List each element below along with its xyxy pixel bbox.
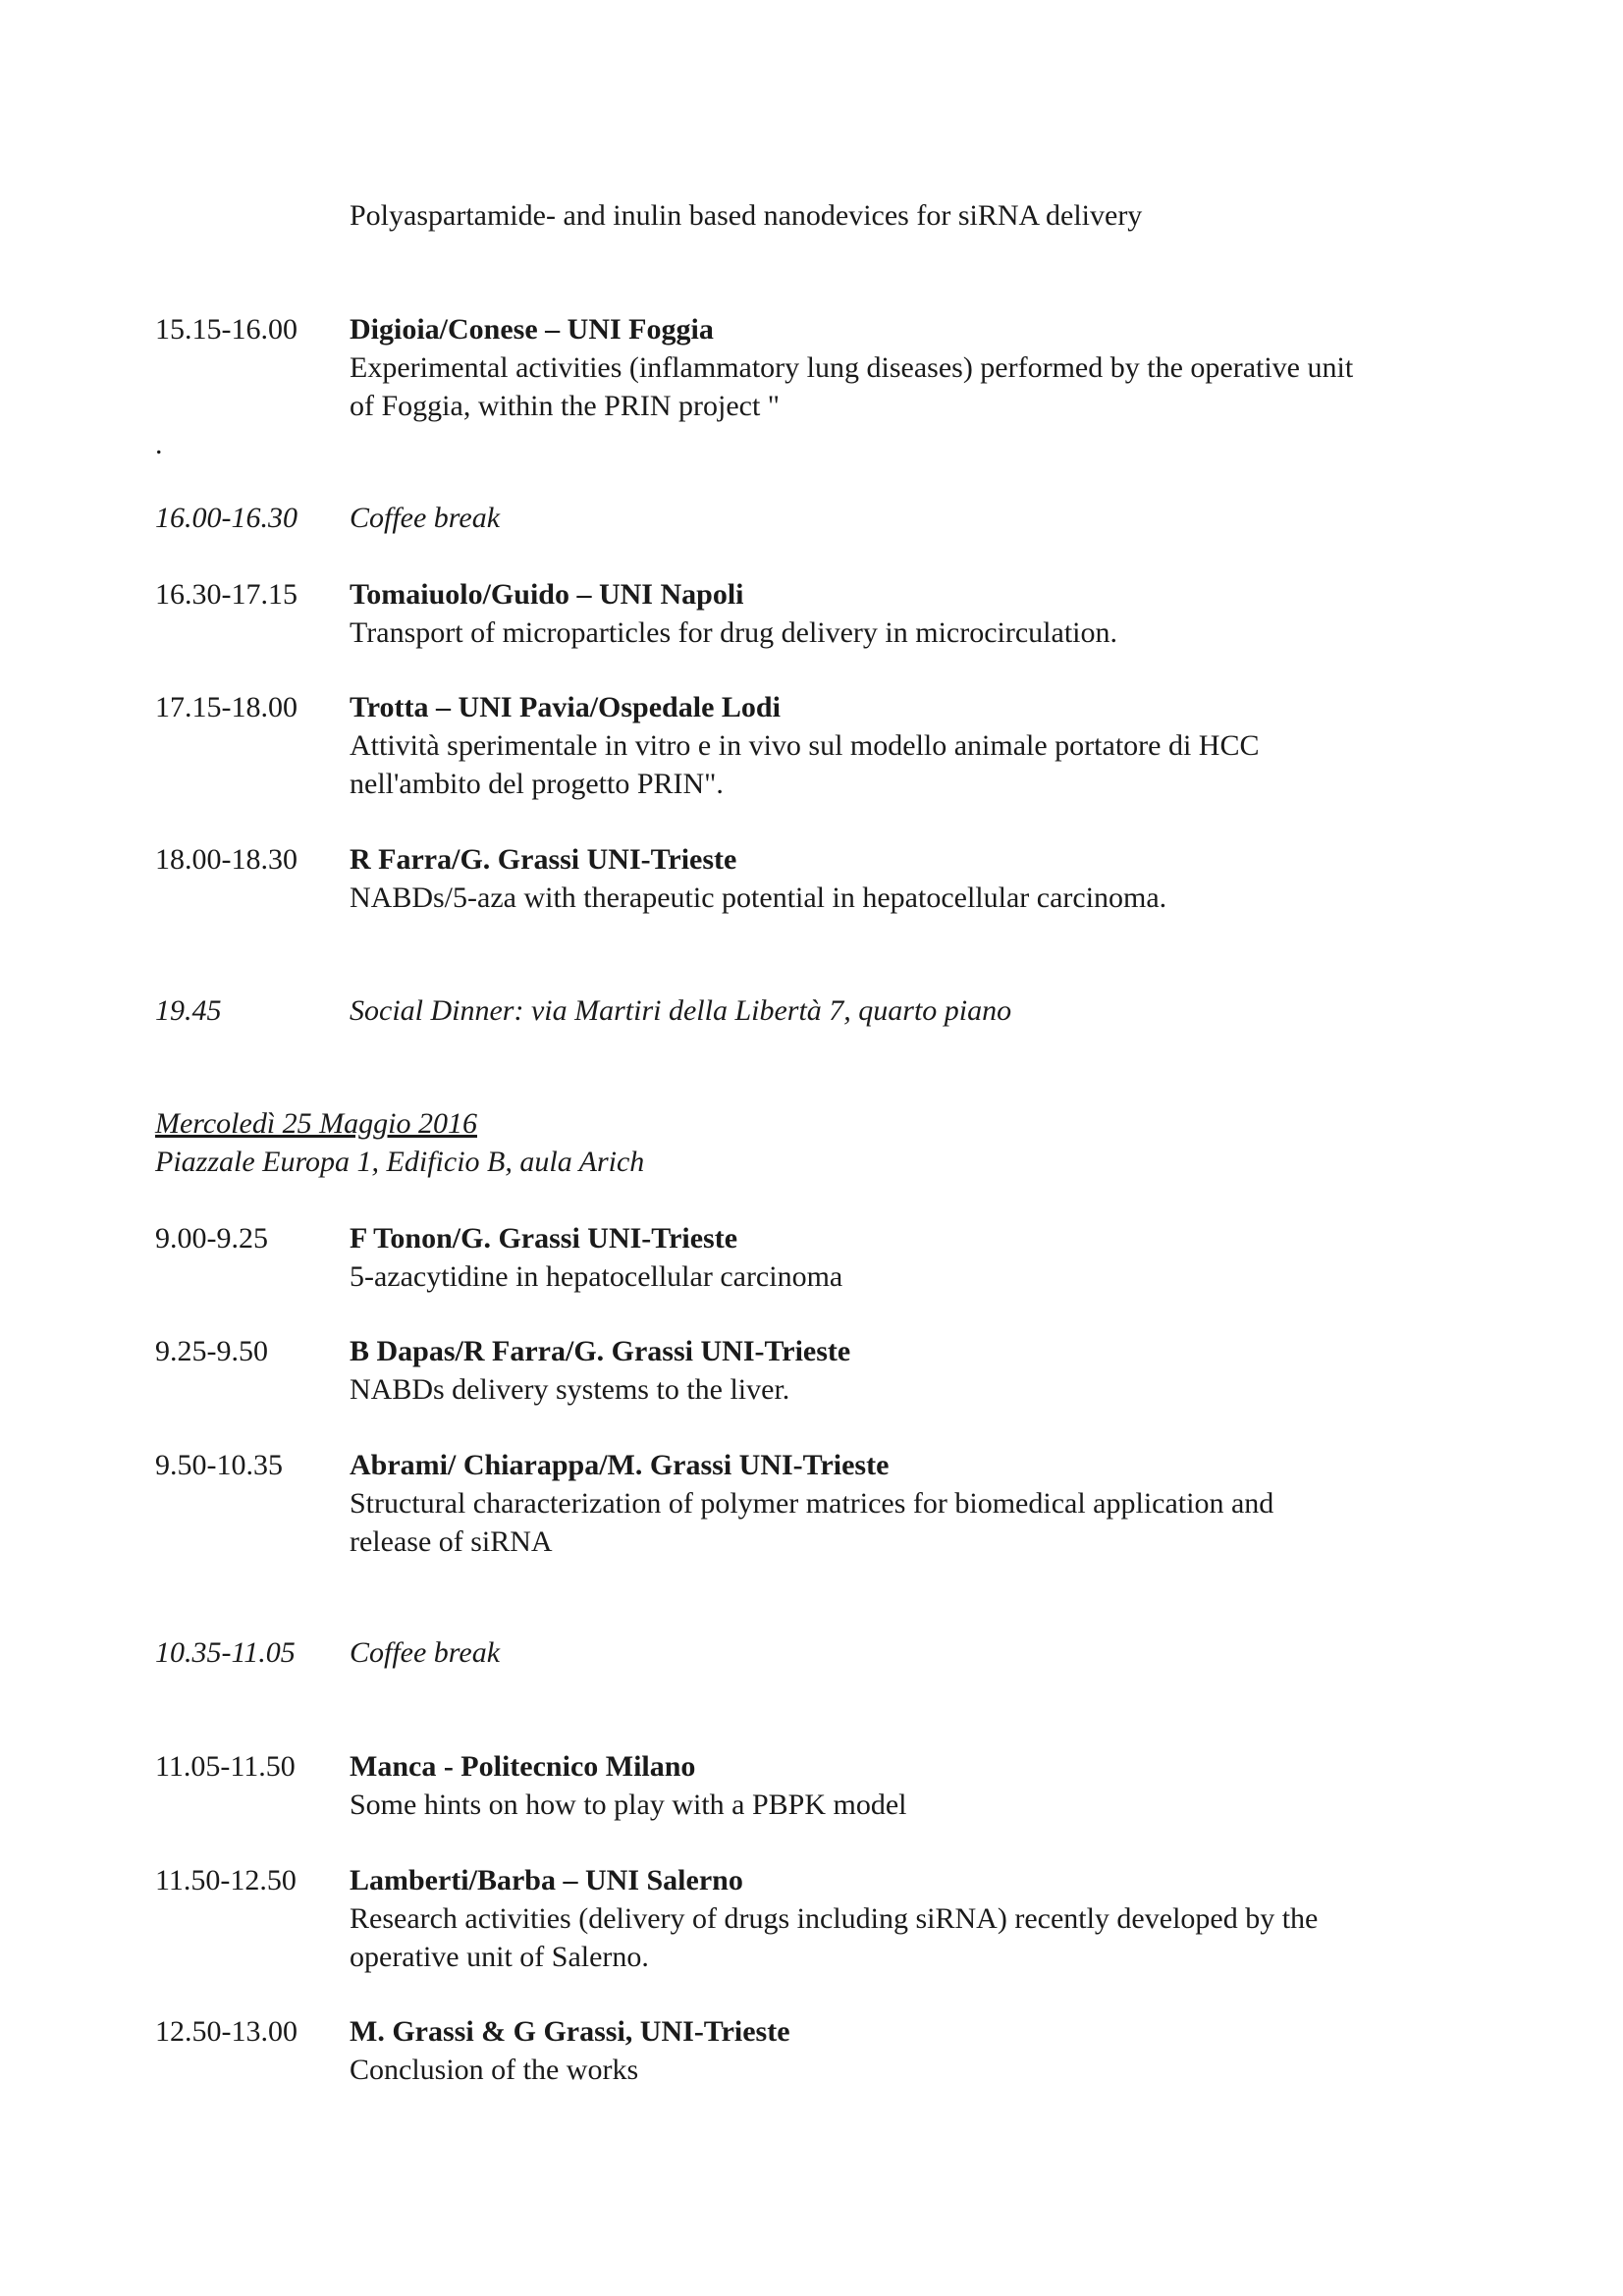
- break-time: 16.00-16.30: [155, 502, 298, 534]
- session-speaker: R Farra/G. Grassi UNI-Trieste: [350, 843, 737, 876]
- day-date: Mercoledì 25 Maggio 2016: [155, 1107, 477, 1140]
- session-time: 15.15-16.00: [155, 313, 298, 346]
- talk-title: Attività sperimentale in vitro e in vivo sul modello animale portatore di HCC: [350, 729, 1260, 762]
- break-label: Coffee break: [350, 1636, 501, 1669]
- session-speaker: Trotta – UNI Pavia/Ospedale Lodi: [350, 691, 781, 723]
- talk-title: nell'ambito del progetto PRIN".: [350, 768, 724, 800]
- talk-title: NABDs/5-aza with therapeutic potential in hepatocellular carcinoma.: [350, 881, 1167, 914]
- break-time: 10.35-11.05: [155, 1636, 296, 1669]
- talk-title: of Foggia, within the PRIN project ": [350, 390, 781, 422]
- session-speaker: Digioia/Conese – UNI Foggia: [350, 313, 714, 346]
- session-time: 9.00-9.25: [155, 1222, 268, 1255]
- session-time: 18.00-18.30: [155, 843, 298, 876]
- talk-title: Conclusion of the works: [350, 2054, 639, 2086]
- talk-title: NABDs delivery systems to the liver.: [350, 1373, 790, 1406]
- session-time: 11.50-12.50: [155, 1864, 297, 1896]
- talk-title: release of siRNA: [350, 1525, 553, 1558]
- session-speaker: B Dapas/R Farra/G. Grassi UNI-Trieste: [350, 1335, 851, 1367]
- talk-title: Research activities (delivery of drugs including siRNA) recently developed by the: [350, 1902, 1319, 1935]
- day-location: Piazzale Europa 1, Edificio B, aula Arich: [155, 1146, 645, 1178]
- talk-title: Transport of microparticles for drug delivery in microcirculation.: [350, 616, 1118, 649]
- talk-title: Polyaspartamide- and inulin based nanodevices for siRNA delivery: [350, 199, 1143, 232]
- session-time: 16.30-17.15: [155, 578, 298, 611]
- session-time: 11.05-11.50: [155, 1750, 296, 1783]
- session-time: 17.15-18.00: [155, 691, 298, 723]
- break-label: Coffee break: [350, 502, 501, 534]
- session-speaker: Manca - Politecnico Milano: [350, 1750, 696, 1783]
- session-speaker: Tomaiuolo/Guido – UNI Napoli: [350, 578, 744, 611]
- talk-title: Some hints on how to play with a PBPK model: [350, 1789, 907, 1821]
- talk-title: operative unit of Salerno.: [350, 1941, 649, 1973]
- stray-dot: .: [155, 428, 163, 460]
- talk-title: Experimental activities (inflammatory lung diseases) performed by the operative unit: [350, 351, 1354, 384]
- session-speaker: F Tonon/G. Grassi UNI-Trieste: [350, 1222, 738, 1255]
- event-time: 19.45: [155, 994, 222, 1027]
- session-time: 12.50-13.00: [155, 2015, 298, 2048]
- event-label: Social Dinner: via Martiri della Libertà 7, quarto piano: [350, 994, 1012, 1027]
- session-time: 9.25-9.50: [155, 1335, 268, 1367]
- session-time: 9.50-10.35: [155, 1449, 283, 1481]
- session-speaker: Lamberti/Barba – UNI Salerno: [350, 1864, 743, 1896]
- session-speaker: Abrami/ Chiarappa/M. Grassi UNI-Trieste: [350, 1449, 890, 1481]
- talk-title: Structural characterization of polymer matrices for biomedical application and: [350, 1487, 1274, 1520]
- talk-title: 5-azacytidine in hepatocellular carcinoma: [350, 1260, 843, 1293]
- session-speaker: M. Grassi & G Grassi, UNI-Trieste: [350, 2015, 790, 2048]
